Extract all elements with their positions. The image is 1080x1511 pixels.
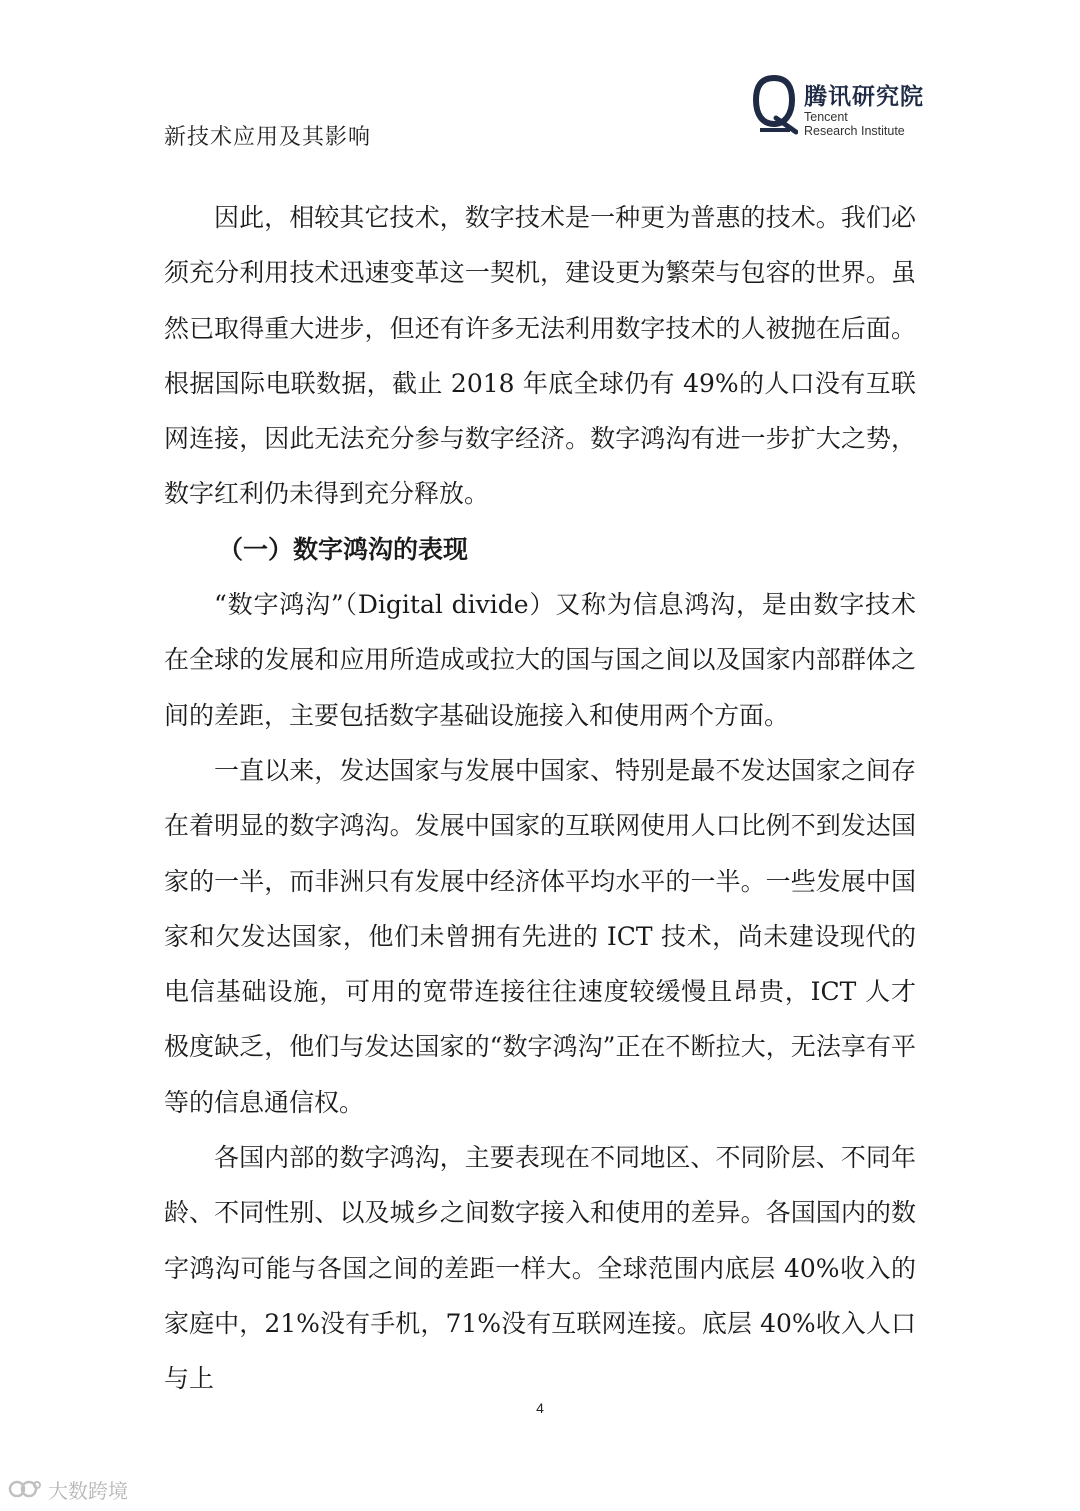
logo-name-en-line1: Tencent	[804, 110, 848, 124]
paragraph-intro: 因此，相较其它技术，数字技术是一种更为普惠的技术。我们必须充分利用技术迅速变革这一契机，建设更为繁荣与包容的世界。虽然已取得重大进步，但还有许多无法利用数字技术的人被抛在后面。根据国际电联数据，截止 2018 年底全球仍有 49%的人口没有互联网连接，因此无法充分参与数字经济。数字鸿沟有进一步扩大之势，数字红利仍未得到充分释放。	[164, 203, 916, 509]
paragraph-domestic-gap: 各国内部的数字鸿沟，主要表现在不同地区、不同阶层、不同年龄、不同性别、以及城乡之间数字接入和使用的差异。各国国内的数字鸿沟可能与各国之间的差距一样大。全球范围内底层 40%收入的家庭中，21%没有手机，71%没有互联网连接。底层 40%收入人口与上	[164, 1143, 916, 1394]
logo-name-en-line2: Research Institute	[804, 124, 905, 138]
document-body	[164, 190, 916, 1407]
logo-name-cn: 腾讯研究院	[804, 84, 924, 110]
paragraph-international-gap: 一直以来，发达国家与发展中国家、特别是最不发达国家之间存在着明显的数字鸿沟。发展中国家的互联网使用人口比例不到发达国家的一半，而非洲只有发展中经济体平均水平的一半。一些发展中国家和欠发达国家，他们未曾拥有先进的 ICT 技术，尚未建设现代的电信基础设施，可用的宽带连接往往速度较缓慢且昂贵，ICT 人才极度缺乏，他们与发达国家的“数字鸿沟”正在不断拉大，无法享有平等的信息通信权。	[164, 755, 916, 1117]
watermark-text: 大数跨境	[48, 1478, 128, 1503]
page-number: 4	[536, 1400, 544, 1416]
running-header-title: 新技术应用及其影响	[164, 125, 372, 150]
section-heading: （一）数字鸿沟的表现	[218, 534, 469, 564]
tencent-research-logo-icon	[752, 74, 798, 136]
watermark	[8, 1474, 128, 1504]
paragraph-definition: “数字鸿沟”（Digital divide）又称为信息鸿沟，是由数字技术在全球的发展和应用所造成或拉大的国与国之间以及国家内部群体之间的差距，主要包括数字基础设施接入和使用两个方面。	[164, 590, 916, 730]
dashu-watermark-icon	[8, 1476, 42, 1502]
tencent-research-logo	[752, 74, 952, 144]
